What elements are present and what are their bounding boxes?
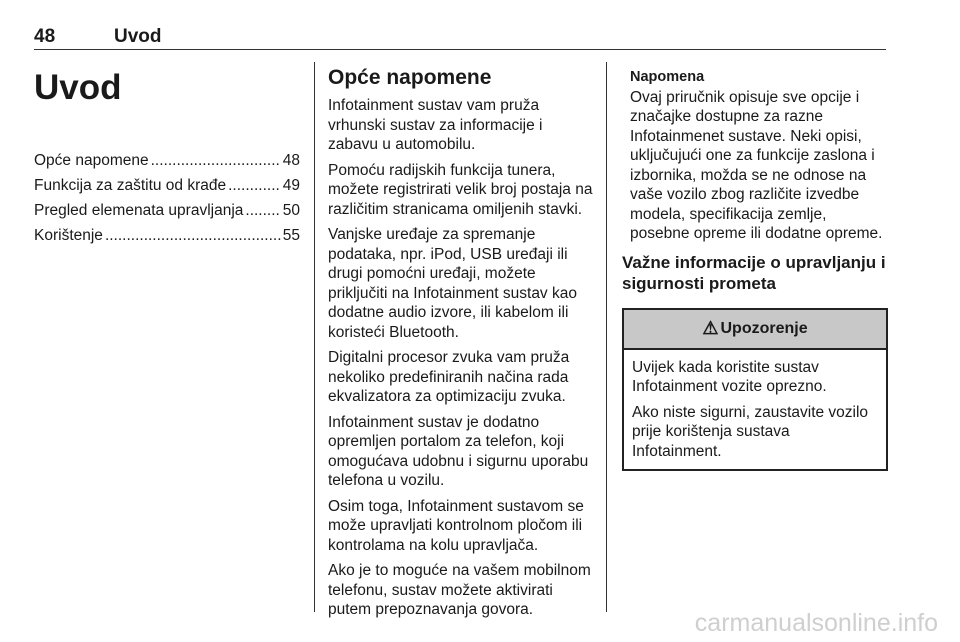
toc-item-label: Pregled elemenata upravljanja xyxy=(34,202,244,219)
safety-heading: Važne informacije o upravljanju i sigurnosti prometa xyxy=(622,252,886,293)
warning-body xyxy=(624,350,886,470)
body-paragraph: Vanjske uređaje za spremanje podataka, npr. iPod, USB uređaji ili drugi pomoćni uređaji, možete priključiti na Infotainment sustav kao dodatne audio izvore, ili kabelom ili koristeći Bluetooth. xyxy=(328,226,577,341)
warning-paragraph: Ako niste sigurni, zaustavite vozilo prije korištenja sustava Infotainment. xyxy=(632,403,869,460)
toc-item-label: Korištenje xyxy=(34,227,103,244)
toc-item-page: 55 xyxy=(282,227,300,244)
toc-item[interactable] xyxy=(34,198,300,223)
watermark: carmanualsonline.info xyxy=(694,609,938,637)
table-of-contents xyxy=(34,148,300,248)
body-paragraph: Osim toga, Infotainment sustavom se može upravljati kontrolnom pločom ili kontrolama na kolu upravljača. xyxy=(328,497,584,554)
body-paragraph: Infotainment sustav je dodatno opremljen portalom za telefon, koji omogućava udobnu i sigurnu uporabu telefona u vozilu. xyxy=(328,413,589,489)
body-paragraph: Pomoću radijskih funkcija tunera, možete registrirati velik broj postaja na različitim stranicama omiljenih stavki. xyxy=(328,161,593,218)
note-text: Ovaj priručnik opisuje sve opcije i značajke dostupne za razne Infotainmenet sustave. Neki opisi, uključujući one za funkcije zaslona i izbornika, možda se ne odnose na vaše vozilo zbog različite izvedbe modela, specifikacija zemlje, posebne opreme ili dodatne opreme. xyxy=(630,88,883,242)
toc-item-page: 48 xyxy=(282,152,300,169)
page-number: 48 xyxy=(34,26,56,47)
body-paragraph: Ako je to moguće na vašem mobilnom telefonu, sustav možete aktivirati putem prepoznavanja govora. xyxy=(328,562,591,618)
toc-item-label: Opće napomene xyxy=(34,152,149,169)
warning-box xyxy=(622,308,888,472)
toc-item-page: 50 xyxy=(282,202,300,219)
toc-item-label: Funkcija za zaštitu od krađe xyxy=(34,177,227,194)
warning-title: Upozorenje xyxy=(720,319,808,337)
toc-item[interactable] xyxy=(34,173,300,198)
body-paragraph: Infotainment sustav vam pruža vrhunski sustav za informacije i zabavu u automobilu. xyxy=(328,97,543,153)
note-block xyxy=(622,68,888,244)
toc-item[interactable] xyxy=(34,148,300,173)
toc-leader-dots xyxy=(245,198,280,223)
section-title: Opće napomene xyxy=(328,66,492,89)
page-header xyxy=(34,24,886,50)
column-note-warning xyxy=(622,50,888,471)
chapter-title: Uvod xyxy=(34,68,122,107)
warning-triangle-icon: ⚠ xyxy=(702,318,719,338)
warning-paragraph: Uvijek kada koristite sustav Infotainment vozite oprezno. xyxy=(632,358,827,395)
toc-item-page: 49 xyxy=(282,177,300,194)
column-divider xyxy=(606,62,607,612)
running-header-title: Uvod xyxy=(114,26,162,47)
toc-leader-dots xyxy=(228,173,281,198)
toc-leader-dots xyxy=(105,223,281,248)
toc-item[interactable] xyxy=(34,223,300,248)
body-paragraph: Digitalni procesor zvuka vam pruža nekoliko predefiniranih načina rada ekvalizatora za optimizaciju zvuka. xyxy=(328,349,570,405)
note-title: Napomena xyxy=(630,69,705,85)
column-general-notes xyxy=(314,50,594,620)
column-toc xyxy=(34,50,300,248)
warning-header xyxy=(624,310,886,350)
toc-leader-dots xyxy=(151,148,281,173)
